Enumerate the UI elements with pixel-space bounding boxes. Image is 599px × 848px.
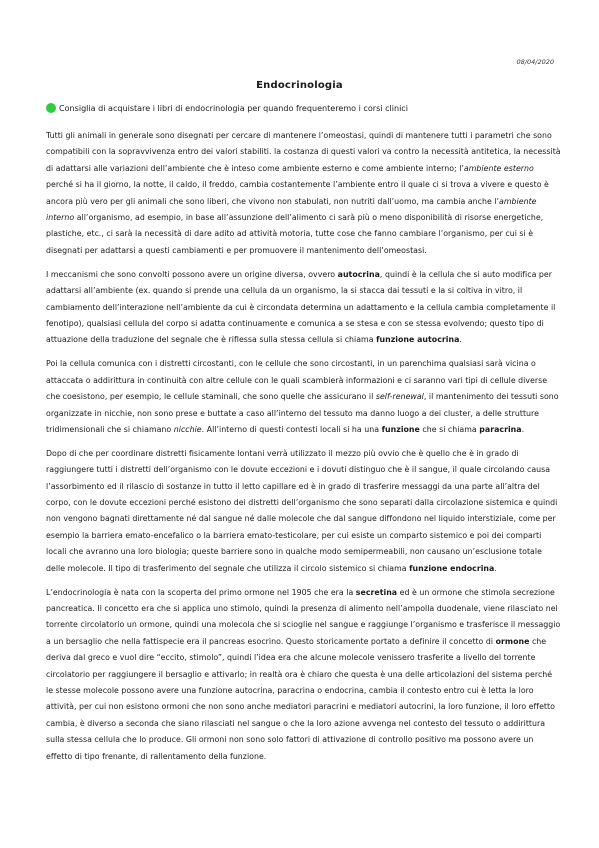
green-dot-icon: [46, 103, 56, 113]
italic-term: nicchie: [173, 424, 202, 434]
bold-term: secretina: [355, 587, 398, 597]
paragraph-text: .: [494, 563, 497, 573]
paragraph-paracrina: [46, 356, 561, 438]
paragraph-text: all’organismo, ad esempio, in base all’assunzione dell’alimento ci sarà più o meno disponibilità di risorse energetiche, plastiche, etc., ci sarà la necessità di dare adito ad attività motoria, tutte cose che fanno cambiare l’organismo, per cui si è disegnati per adattarsi a questi cambiamenti e per promuovere il mantenimento dell’omeostasi.: [46, 213, 544, 255]
bold-term: autocrina: [337, 269, 380, 279]
paragraph-text: che si chiama: [419, 424, 480, 434]
paragraph-text: Poi la cellula comunica con i distretti circostanti, con le cellule che sono circostanti, in un parenchima qualsiasi sarà vicina o attaccata o addirittura in continuità con altre cellule con le quali scambierà informazioni e ci saranno vari tipi di cellule diverse che coesistono, per esempio, le cellule staminali, che sono quelle che assicurano il: [46, 359, 548, 402]
paragraph-text: I meccanismi che sono convolti possono avere un origine diversa, ovvero: [46, 269, 338, 279]
paragraph-text: , il mantenimento dei tessuti sono organizzate in nicchie, non sono prese e buttate a caso all’interno del tessuto ma danno luogo a dei cluster, a delle strutture tridimensionali che si chiamano: [46, 392, 559, 434]
paragraph-omeostasi: [46, 128, 561, 259]
bold-term: ormone: [495, 636, 530, 646]
italic-term: self-renewal: [375, 392, 424, 402]
paragraph-text: .: [521, 424, 525, 434]
bold-term: funzione endocrina: [409, 563, 495, 573]
paragraph-text: , quindi è la cellula che si auto modifica per adattarsi all’ambiente (ex. quando si prende una cellula da un organismo, la si stacca dai tessuti e la si coltiva in vitro, il cambiamento dell’interazione nell’ambiente da cui è circondata determina un adattamento e la cellula cambia completamente il fenotipo), qualsiasi cellula del corpo si adatta continuamente e comunica a se stesa e con se stessa evolvendo; questo tipo di attuazione della traduzione del segnale che è riflessa sulla stessa cellula si chiama: [46, 269, 556, 345]
italic-term: ambiente interno: [46, 196, 537, 223]
paragraph-text: .: [459, 335, 462, 345]
paragraph-text: L’endocrinologia è nata con la scoperta del primo ormone nel 1905 che era la: [46, 587, 356, 597]
bold-term: paracrina: [479, 424, 522, 434]
paragraph-text: perché si ha il giorno, la notte, il caldo, il freddo, cambia costantemente l’ambiente entro il quale ci si trova a vivere e questo è ancora più vero per gli animali che sono liberi, che vivono non stabulati, non nutriti dall’uomo, ma cambia anche l’: [46, 180, 549, 206]
note-line: [46, 103, 561, 115]
paragraph-text: Dopo di che per coordinare distretti fisicamente lontani verrà utilizzato il mezzo più ovvio che è quello che è in grado di raggiungere tutti i distretti dell’organismo con le dovute eccezioni e i dovuti distinguo che è il sangue, il quale circolando causa l’assorbimento ed il rilascio di sostanze in tutto il letto capillare ed è in grado di trasferire messaggi da una parte all’altra del corpo, con le dovute eccezioni perché esistono dei distretti dell’organismo che sono separati dalla circolazione sistemica e quindi non vengono bagnati direttamente né dal sangue né dalle molecole che dal sangue diffondono nel liquido interstiziale, come per esempio la barriera emato-encefalico o la barriera emato-testicolare, per cui esiste un comparto sistemico e poi dei comparti locali che avranno una loro biologia; queste barriere sono in qualche modo semipermeabili, non causano un’esclusione totale delle molecole. Il tipo di trasferimento del segnale che utilizza il circolo sistemico si chiama: [46, 448, 558, 573]
paragraph-endocrina: [46, 446, 561, 577]
note-text: Consiglia di acquistare i libri di endocrinologia per quando frequenteremo i corsi clinici: [59, 104, 408, 113]
paragraph-autocrina: [46, 267, 561, 349]
paragraph-text: . All’interno di questi contesti locali si ha una: [201, 424, 382, 434]
italic-term: ambiente esterno: [463, 163, 534, 173]
paragraph-text: che deriva dal greco e vuol dire “eccito, stimolo”, quindi l’idea era che alcune molecole venissero trasferite a livello del torrente circolatorio per raggiungere il bersaglio e attivarlo; in realtà ora è chiaro che questa è una delle articolazioni del sistema perché le stesse molecole possono avere una funzione autocrina, paracrina o endocrina, cambia il contesto entro cui è letta la loro attività, per cui non esistono ormoni che non sono anche mediatori paracrini e mediatori autocrini, la loro funzione, il loro effetto cambia, è diverso a seconda che siano rilasciati nel sangue o che la loro azione avvenga nel contesto del tessuto o addirittura sulla stessa cellula che lo produce. Gli ormoni non sono solo fattori di attivazione di controllo positivo ma possono avere un effetto di tipo frenante, di rallentamento della funzione.: [46, 636, 555, 761]
paragraph-text: ed è un ormone che stimola secrezione pancreatica. Il concetto era che si applica uno stimolo, quindi la presenza di alimento nell’ampolla duodenale, viene rilasciato nel torrente circolatorio un ormone, quindi una molecola che si scioglie nel sangue e raggiunge l’organismo e trasferisce il messaggio a un bersaglio che nella fattispecie era il pancreas esocrino. Questo storicamente portato a definire il concetto di: [46, 587, 561, 646]
document-date: 08/04/2020: [516, 58, 554, 66]
bold-term: funzione: [381, 424, 420, 434]
bold-term: funzione autocrina: [376, 335, 460, 345]
paragraph-text: Tutti gli animali in generale sono disegnati per cercare di mantenere l’omeostasi, quindi di mantenere tutti i parametri che sono compatibili con la sopravvivenza entro dei valori stabiliti. la costanza di questi valori va contro la necessità antitetica, la necessità di adattarsi alle variazioni dell’ambiente che è inteso come ambiente esterno e come ambiente interno; l’: [46, 131, 561, 173]
paragraph-storia-ormoni: [46, 585, 561, 765]
document-body: [46, 128, 561, 773]
page-title: Endocrinologia: [256, 80, 343, 91]
